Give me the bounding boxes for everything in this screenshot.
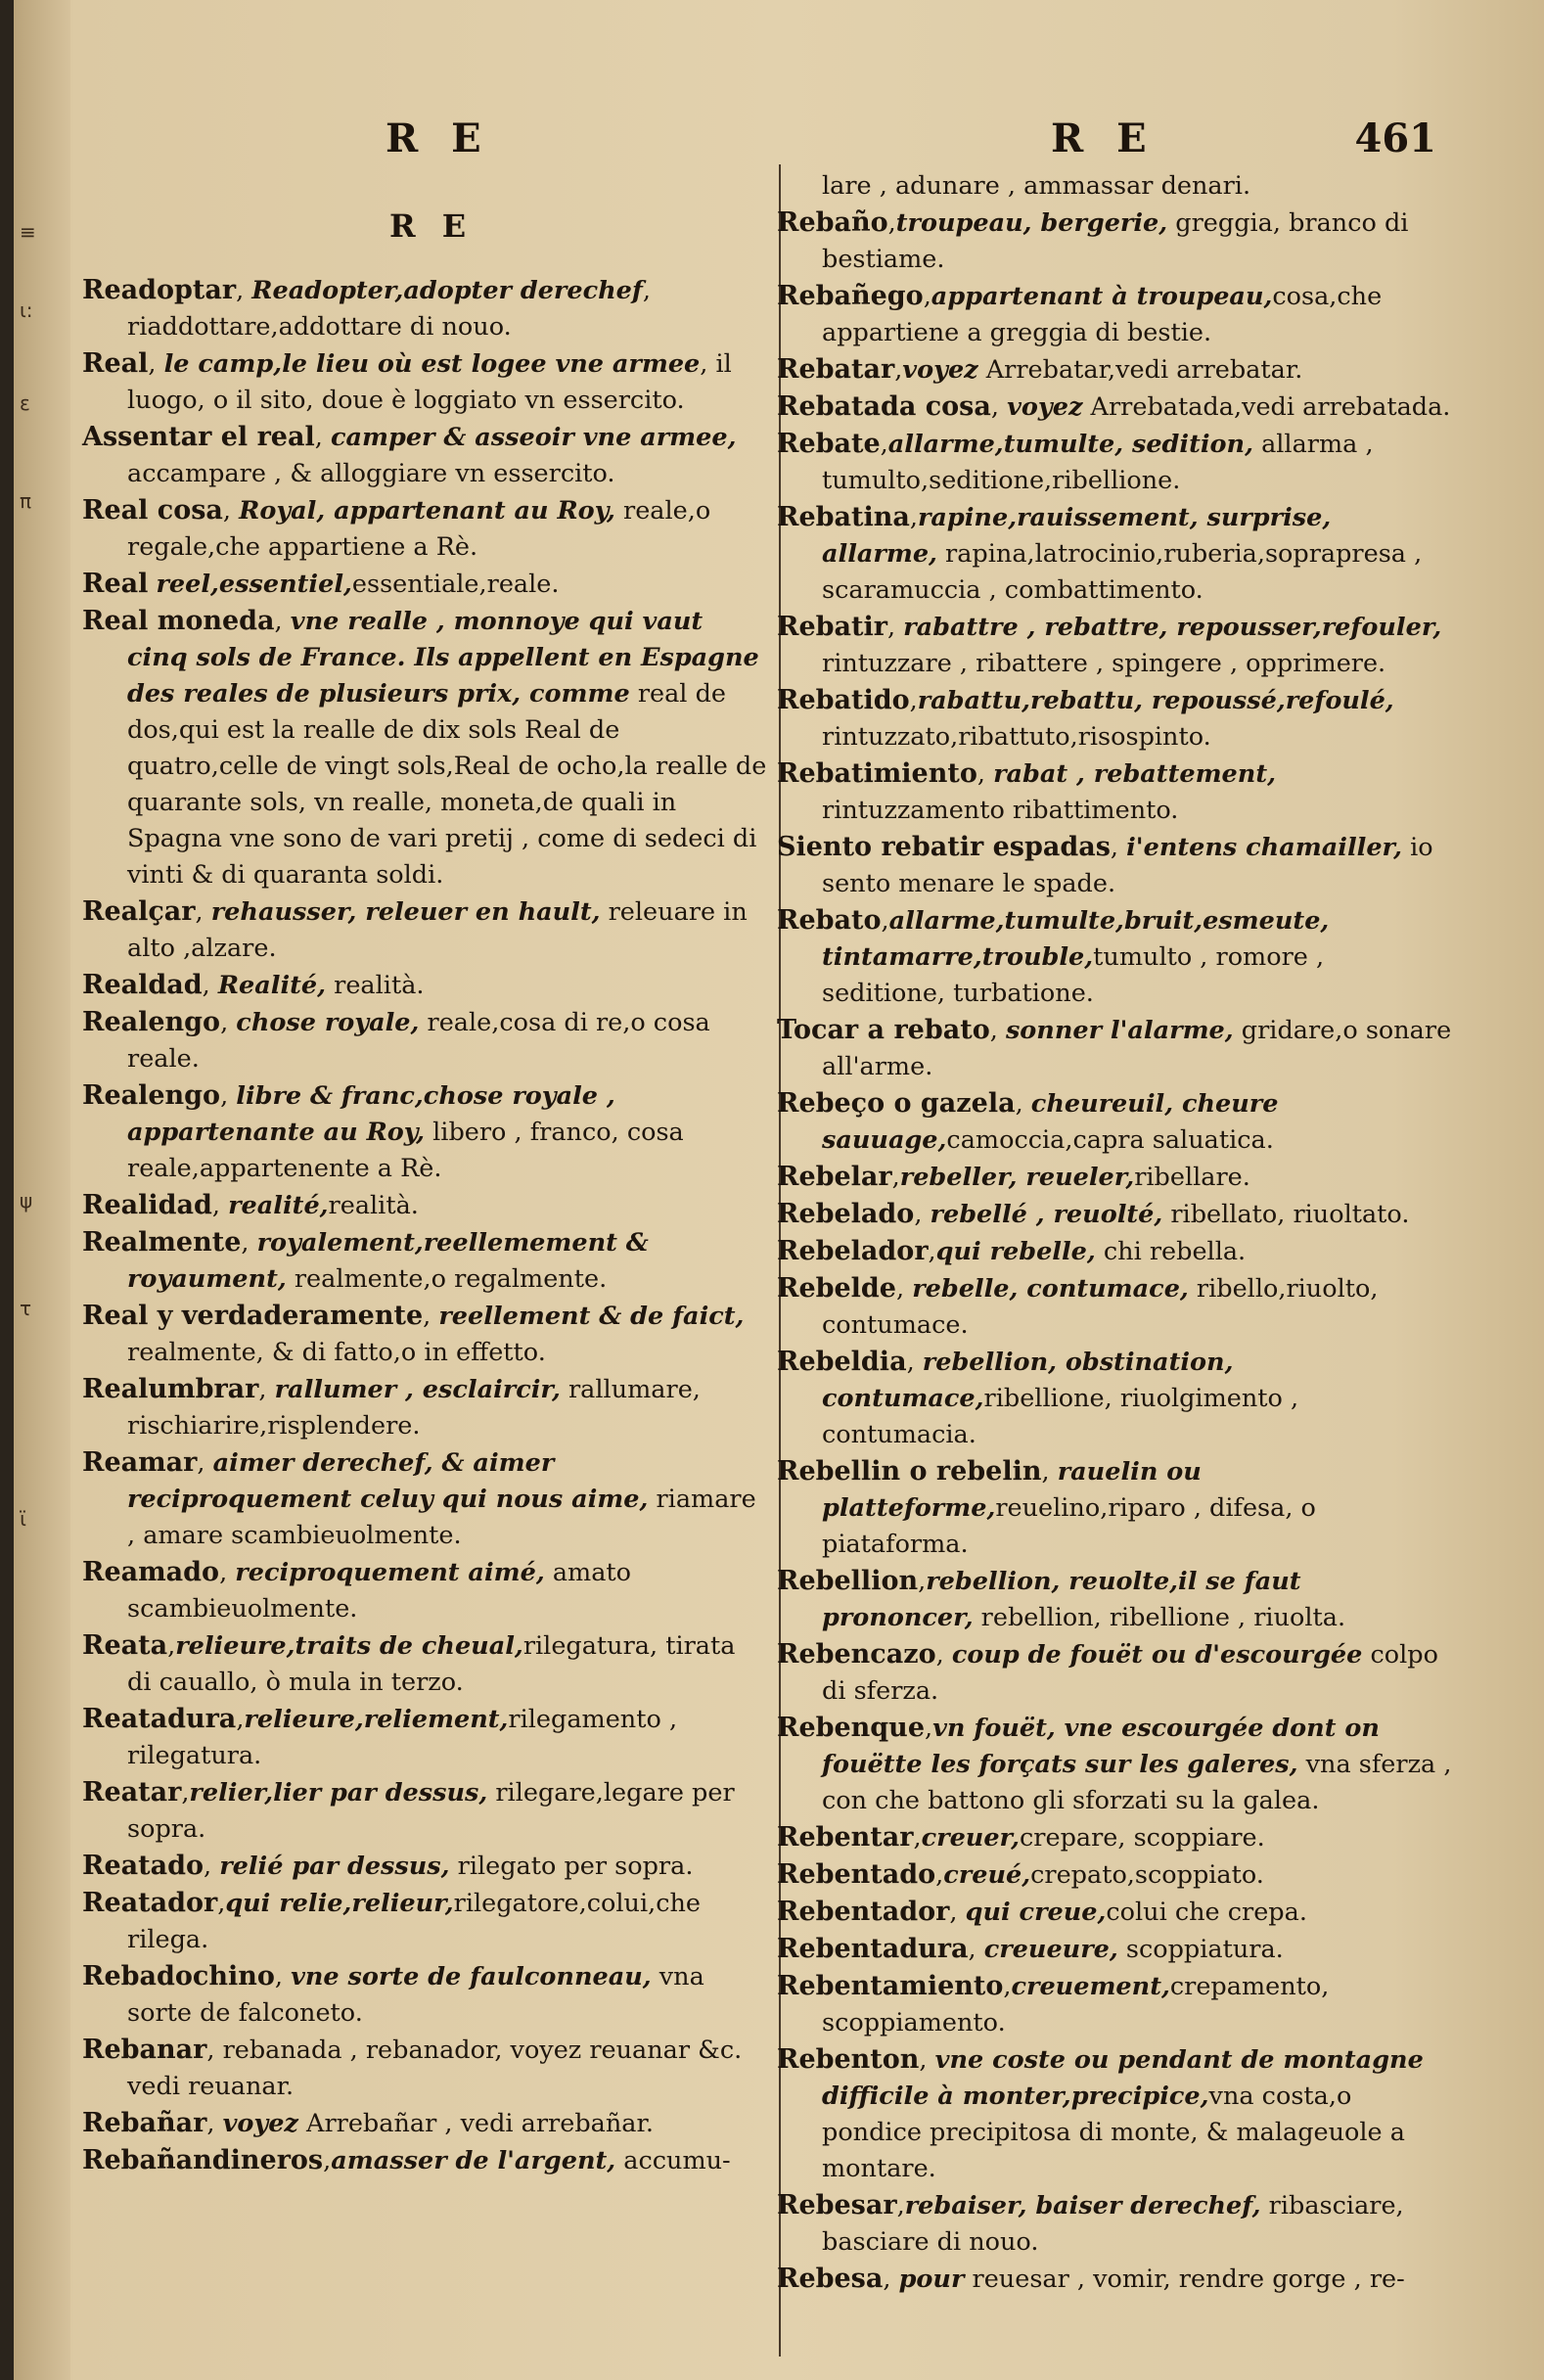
french-gloss: chose royale, [236, 1008, 420, 1037]
french-gloss: relieure,traits de cheual, [175, 1631, 523, 1661]
dictionary-entry [82, 566, 767, 603]
italian-gloss: ribellato, riuoltato. [1162, 1200, 1410, 1229]
margin-fragment: ϊ [20, 1507, 26, 1531]
headword: Reatado [82, 1851, 204, 1881]
separator: , [206, 2109, 223, 2138]
separator: , [935, 1860, 944, 1890]
dictionary-entry [82, 2032, 767, 2105]
separator: , [220, 1008, 237, 1037]
italian-gloss: rilegatura, tirata di cauallo, ò mula in terzo. [127, 1631, 736, 1697]
separator: , [323, 2146, 332, 2175]
headword: Rebentador [777, 1897, 950, 1927]
dictionary-entry [777, 1453, 1452, 1563]
dictionary-entry [82, 1848, 767, 1885]
separator: , [203, 1852, 220, 1881]
french-gloss: rebellé , reuolté, [930, 1200, 1163, 1229]
french-gloss: rabat , rebattement, [993, 759, 1276, 789]
dictionary-entry [777, 1196, 1452, 1233]
dictionary-entry [82, 1004, 767, 1077]
italian-gloss: ribellione, riuolgimento , contumacia. [822, 1384, 1299, 1449]
dictionary-entry [777, 1856, 1452, 1894]
french-gloss: relié par dessus, [219, 1852, 450, 1881]
italian-gloss: rallumare, rischiarire,risplendere. [127, 1375, 701, 1441]
headword: Rebenque [777, 1713, 925, 1743]
margin-fragment: ι: [20, 298, 33, 322]
dictionary-entry [777, 1270, 1452, 1344]
dictionary-entry [777, 1159, 1452, 1196]
separator: , [217, 1889, 226, 1918]
dictionary-entry [777, 755, 1452, 829]
dictionary-entry [82, 2142, 767, 2179]
margin-fragment: π [20, 489, 32, 513]
headword: Rebatido [777, 685, 910, 715]
headword: Rebanar [82, 2035, 207, 2065]
headword: Real moneda [82, 606, 275, 636]
italian-gloss: vna costa,o pondice precipitosa di monte, & malageuole a montare. [822, 2082, 1405, 2183]
italian-gloss: reale,o regale,che appartiene a Rè. [127, 496, 711, 562]
headword: Rebesar [777, 2190, 897, 2220]
dictionary-entry [777, 1563, 1452, 1636]
dictionary-entry [82, 1701, 767, 1774]
dictionary-page [14, 0, 1544, 2380]
separator: , [423, 1302, 439, 1331]
headword: Rebentamiento [777, 1971, 1004, 2001]
dictionary-entry [777, 609, 1452, 682]
headword: Rebate [777, 429, 881, 459]
headword: Reata [82, 1630, 168, 1661]
separator: , [883, 2265, 899, 2294]
french-gloss: vne realle , monnoye qui vaut cinq sols de France. Ils appellent en Espagne des reales de plusieurs prix, comme [127, 607, 759, 709]
separator: , [880, 430, 888, 459]
french-gloss: relieure,reliement, [244, 1705, 509, 1734]
dictionary-entry [82, 345, 767, 419]
separator: , [968, 1935, 984, 1964]
french-gloss: rebelle, contumace, [912, 1274, 1189, 1304]
separator: , [914, 1200, 931, 1229]
dictionary-entry [777, 2261, 1452, 2298]
dictionary-entry [82, 2105, 767, 2142]
headword: Rebellin o rebelin [777, 1456, 1042, 1487]
italian-gloss: realità. [328, 1191, 419, 1220]
headword: Realumbrar [82, 1374, 259, 1404]
headword: Reamado [82, 1557, 220, 1587]
separator: , [148, 349, 164, 379]
separator: , [197, 1448, 213, 1478]
french-gloss: cheureuil, cheure sauuage, [822, 1089, 1279, 1155]
italian-gloss: realità. [326, 971, 425, 1000]
french-gloss: rebellion, obstination, contumace, [822, 1348, 1234, 1413]
separator: , [925, 1714, 933, 1743]
italian-gloss: rintuzzamento ribattimento. [822, 796, 1179, 825]
dictionary-entry [82, 1077, 767, 1187]
italian-gloss: rintuzzare , ribattere , spingere , opprimere. [822, 649, 1386, 678]
headword: Tocar a rebato [777, 1015, 990, 1045]
headword: Rebeldia [777, 1347, 907, 1377]
dictionary-entry [82, 1885, 767, 1958]
dictionary-entry [777, 389, 1452, 426]
headword: Rebeço o gazela [777, 1088, 1016, 1119]
margin-fragment: ψ [20, 1189, 33, 1213]
dictionary-entry [777, 426, 1452, 499]
headword: Rebelde [777, 1273, 896, 1304]
french-gloss: rehausser, releuer en hault, [210, 897, 601, 927]
french-gloss: amasser de l'argent, [331, 2146, 616, 2175]
headword: Rebatar [777, 354, 895, 385]
headword: Realengo [82, 1080, 221, 1111]
dictionary-entry [777, 205, 1452, 278]
dictionary-entry [777, 1931, 1452, 1968]
dictionary-entry [777, 1085, 1452, 1159]
dictionary-entry [82, 1187, 767, 1224]
french-gloss: libre & franc,chose royale , appartenante au Roy, [127, 1081, 615, 1147]
headword: Rebellion [777, 1566, 919, 1596]
italian-gloss: rilegare,legare per sopra. [127, 1778, 735, 1844]
italian-gloss: chi rebella. [1095, 1237, 1247, 1266]
headword: Rebesa [777, 2264, 884, 2294]
italian-gloss: realmente, & di fatto,o in effetto. [127, 1338, 546, 1367]
headword: Reatar [82, 1777, 182, 1808]
french-gloss: rapine,rauissement, surprise, allarme, [822, 503, 1332, 569]
dictionary-entry [777, 278, 1452, 351]
french-gloss: creueure, [983, 1935, 1118, 1964]
separator: , [989, 1016, 1006, 1045]
headword: Rebatina [777, 502, 910, 532]
french-gloss: Royal, appartenant au Roy, [239, 496, 615, 526]
headword: Real cosa [82, 495, 223, 526]
separator: , [928, 1237, 936, 1266]
separator: , [949, 1898, 966, 1927]
dictionary-entry [82, 893, 767, 967]
dictionary-entry [777, 2041, 1452, 2187]
italian-gloss: ribasciare, basciare di nouo. [822, 2191, 1404, 2257]
french-gloss: royalement,reellemement & royaument, [127, 1228, 649, 1294]
french-gloss: creué, [943, 1860, 1031, 1890]
dictionary-entry [777, 1710, 1452, 1819]
headword: Realçar [82, 896, 196, 927]
separator: , [219, 1558, 236, 1587]
separator: , [990, 392, 1008, 422]
italian-gloss: Arrebañar , vedi arrebañar. [297, 2109, 654, 2138]
french-gloss: allarme,tumulte, sedition, [887, 430, 1253, 459]
separator: , [236, 1705, 245, 1734]
separator: , [241, 1228, 257, 1258]
french-gloss: voyez [222, 2109, 298, 2138]
separator: , [1041, 1457, 1058, 1487]
headword: Readoptar [82, 275, 237, 305]
french-gloss: rauelin ou platteforme, [822, 1457, 1202, 1523]
italian-gloss: realmente,o regalmente. [286, 1264, 608, 1294]
italian-gloss: crepare, scoppiare. [1020, 1823, 1265, 1853]
dictionary-entry [82, 419, 767, 492]
french-gloss: voyez [902, 355, 978, 385]
headword: Realengo [82, 1007, 221, 1037]
french-gloss: rebaiser, baiser derechef, [904, 2191, 1261, 2220]
french-gloss: Readopter,adopter derechef [251, 276, 643, 305]
italian-gloss: ribellare. [1134, 1163, 1250, 1192]
italian-gloss: scoppiatura. [1117, 1935, 1284, 1964]
italian-gloss: real de dos,qui est la realle de dix sols Real de quatro,celle de vingt sols,Real de ocho,la realle de quarante sols, vn realle, moneta,de quali in Spagna vne sono de vari pretij , come di sedeci di vinti & di quaranta soldi. [127, 679, 767, 890]
italian-gloss: colpo di sferza. [822, 1640, 1438, 1706]
headword: Reamar [82, 1447, 198, 1478]
french-gloss: le camp,le lieu où est logee vne armee [163, 349, 701, 379]
italian-gloss: , il luogo, o il sito, doue è loggiato vn essercito. [127, 349, 732, 415]
italian-gloss: rilegatore,colui,che rilega. [127, 1889, 702, 1954]
separator: , [274, 1962, 292, 1991]
french-gloss: qui rebelle, [935, 1237, 1096, 1266]
dictionary-entry [777, 682, 1452, 755]
italian-gloss: crepamento, scoppiamento. [822, 1972, 1330, 2037]
headword: Rebatimiento [777, 758, 977, 789]
dictionary-entry [82, 1371, 767, 1444]
italian-gloss: rilegato per sopra. [449, 1852, 694, 1881]
headword: Real y verdaderamente [82, 1301, 424, 1331]
separator: , [181, 1778, 190, 1808]
italian-gloss: rilegamento , rilegatura. [127, 1705, 678, 1770]
left-column [82, 272, 767, 2179]
dictionary-entry [777, 351, 1452, 389]
dictionary-entry [777, 1894, 1452, 1931]
headword: Reatadura [82, 1704, 237, 1734]
separator: , [274, 607, 291, 636]
separator: , [220, 1081, 237, 1111]
french-gloss: rabattu,rebattu, repoussé,refoulé, [917, 686, 1394, 715]
separator: , [202, 971, 218, 1000]
separator: , [896, 1274, 913, 1304]
italian-gloss: camoccia,capra saluatica. [946, 1125, 1274, 1155]
dictionary-entry [82, 1958, 767, 2032]
french-gloss: qui creue, [965, 1898, 1107, 1927]
headword: Rebentar [777, 1822, 914, 1853]
separator: , [906, 1348, 923, 1377]
french-gloss: reciproquement aimé, [235, 1558, 545, 1587]
dictionary-entry [777, 829, 1452, 902]
french-gloss: troupeau, bergerie, [895, 208, 1168, 238]
headword: Reatador [82, 1888, 218, 1918]
french-gloss: qui relie,relieur, [225, 1889, 454, 1918]
italian-gloss: amato scambieuolmente. [127, 1558, 632, 1624]
italian-gloss: reuesar , vomir, rendre gorge , re- [964, 2265, 1405, 2294]
separator: , [881, 906, 889, 936]
headword: Rebañar [82, 2108, 207, 2138]
italian-gloss: Arrebatada,vedi arrebatada. [1082, 392, 1451, 422]
italian-gloss: ribello,riuolto, contumace. [822, 1274, 1379, 1340]
separator: , [1015, 1089, 1031, 1119]
running-head-left: R E [386, 115, 491, 161]
italian-gloss: riamare , amare scambieuolmente. [127, 1485, 756, 1550]
dictionary-entry [82, 1224, 767, 1298]
dictionary-entry [82, 1627, 767, 1701]
italian-gloss: accumu- [615, 2146, 731, 2175]
dictionary-entry [82, 603, 767, 893]
separator: , [913, 1823, 922, 1853]
separator: , [887, 208, 896, 238]
headword: Realdad [82, 970, 203, 1000]
separator: , [314, 423, 331, 452]
separator: , [206, 2036, 223, 2065]
headword: Rebadochino [82, 1961, 275, 1991]
separator: , [258, 1375, 275, 1404]
dictionary-entry [777, 168, 1452, 205]
french-gloss: rebeller, reueler, [899, 1163, 1135, 1192]
french-gloss: reellement & de faict, [438, 1302, 745, 1331]
french-gloss: creuer, [921, 1823, 1021, 1853]
italian-gloss: essentiale,reale. [351, 570, 560, 599]
french-gloss: vn fouët, vne escourgée dont on fouëtte les forçats sur les galeres, [822, 1714, 1380, 1779]
headword: Rebelado [777, 1199, 915, 1229]
separator: , [894, 355, 903, 385]
italian-gloss: rebellion, ribellione , riuolta. [973, 1603, 1346, 1632]
dictionary-entry [82, 1298, 767, 1371]
italian-gloss: io sento menare le spade. [822, 833, 1433, 898]
italian-gloss: vna sferza , con che battono gli sforzati su la galea. [822, 1750, 1452, 1815]
italian-gloss: colui che crepa. [1106, 1898, 1307, 1927]
margin-fragment: τ [20, 1297, 32, 1320]
italian-gloss: tumulto , romore , seditione, turbatione. [822, 942, 1325, 1008]
headword: Rebato [777, 905, 882, 936]
dictionary-entry [777, 2187, 1452, 2261]
dictionary-entry [777, 1344, 1452, 1453]
french-gloss: coup de fouët ou d'escourgée [951, 1640, 1363, 1670]
running-head-right: R E [1051, 115, 1157, 161]
dictionary-entry [777, 1012, 1452, 1085]
headword: Rebentado [777, 1859, 936, 1890]
french-gloss: rabattre , rebattre, repousser,refouler, [903, 613, 1442, 642]
headword: Real [82, 348, 149, 379]
french-gloss: vne sorte de faulconneau, [291, 1962, 652, 1991]
dictionary-entry [777, 1819, 1452, 1856]
italian-gloss: reuelino,riparo , difesa, o piataforma. [822, 1493, 1316, 1559]
italian-gloss: , riaddottare,addottare di nouo. [127, 276, 651, 342]
french-gloss: Realité, [217, 971, 327, 1000]
dictionary-entry [82, 492, 767, 566]
french-gloss: vne coste ou pendant de montagne difficile à monter,precipice, [822, 2045, 1424, 2111]
separator: , [1110, 833, 1127, 862]
italian-gloss: allarma , tumulto,seditione,ribellione. [822, 430, 1374, 495]
french-gloss: reel,essentiel, [156, 570, 352, 599]
french-gloss: appartenant à troupeau, [931, 282, 1273, 311]
headword: Real [82, 569, 149, 599]
separator: , [976, 759, 994, 789]
headword: Rebatir [777, 612, 887, 642]
dictionary-entry [777, 1968, 1452, 2041]
italian-gloss: greggia, branco di bestiame. [822, 208, 1409, 274]
separator: , [167, 1631, 176, 1661]
french-gloss: aimer derechef, & aimer reciproquement celuy qui nous aime, [127, 1448, 649, 1514]
headword: Rebencazo [777, 1639, 936, 1670]
french-gloss: allarme,tumulte,bruit,esmeute, tintamarre,trouble, [822, 906, 1330, 972]
italian-gloss: gridare,o sonare all'arme. [822, 1016, 1452, 1081]
separator: , [909, 503, 918, 532]
headword: Rebenton [777, 2044, 920, 2075]
headword: Rebañego [777, 281, 924, 311]
headword: Rebelador [777, 1236, 929, 1266]
dictionary-entry [777, 1636, 1452, 1710]
headword: Realmente [82, 1227, 242, 1258]
headword: Rebelar [777, 1162, 892, 1192]
headword: Assentar el real [82, 422, 315, 452]
separator: , [896, 2191, 905, 2220]
dictionary-entry [777, 902, 1452, 1012]
headword: Rebaño [777, 207, 888, 238]
italian-gloss: crepato,scoppiato. [1030, 1860, 1264, 1890]
separator: , [891, 1163, 900, 1192]
dictionary-entry [82, 967, 767, 1004]
margin-fragment: ε [20, 391, 30, 415]
french-gloss: camper & asseoir vne armee, [330, 423, 737, 452]
separator: , [909, 686, 918, 715]
french-gloss: sonner l'alarme, [1005, 1016, 1234, 1045]
dictionary-entry [777, 499, 1452, 609]
separator: , [1003, 1972, 1012, 2001]
italian-gloss: reale,cosa di re,o cosa reale. [127, 1008, 710, 1074]
french-gloss: pour [898, 2265, 965, 2294]
french-gloss: rebellion, reuolte,il se faut prononcer, [822, 1567, 1301, 1632]
dictionary-entry [82, 1554, 767, 1627]
right-column [777, 168, 1452, 2298]
french-gloss: i'entens chamailler, [1126, 833, 1402, 862]
french-gloss: creuement, [1011, 1972, 1170, 2001]
french-gloss: relier,lier par dessus, [189, 1778, 488, 1808]
italian-gloss: libero , franco, cosa reale,appartenente a Rè. [127, 1118, 684, 1183]
headword: Realidad [82, 1190, 212, 1220]
italian-gloss: rebanada , rebanador, voyez reuanar &c. vedi reuanar. [127, 2036, 743, 2101]
headword: Rebañandineros [82, 2145, 324, 2175]
italian-gloss: lare , adunare , ammassar denari. [822, 171, 1251, 201]
italian-gloss: cosa,che appartiene a greggia di bestie. [822, 282, 1383, 347]
italian-gloss: Arrebatar,vedi arrebatar. [977, 355, 1303, 385]
separator: , [236, 276, 252, 305]
headword: Rebatada cosa [777, 391, 991, 422]
french-gloss: voyez [1007, 392, 1083, 422]
french-gloss: rallumer , esclaircir, [274, 1375, 561, 1404]
dictionary-entry [82, 1774, 767, 1848]
dictionary-entry [82, 272, 767, 345]
separator: , [211, 1191, 229, 1220]
section-title: R E [389, 207, 475, 245]
dictionary-entry [777, 1233, 1452, 1270]
italian-gloss: rapina,latrocinio,ruberia,soprapresa , scaramuccia , combattimento. [822, 539, 1423, 605]
margin-fragment: ≡ [20, 220, 36, 244]
page-number: 461 [1354, 115, 1436, 161]
separator: , [935, 1640, 952, 1670]
separator: , [923, 282, 931, 311]
headword: Siento rebatir espadas [777, 832, 1111, 862]
separator: , [195, 897, 211, 927]
separator: , [222, 496, 240, 526]
dictionary-entry [82, 1444, 767, 1554]
separator: , [919, 2045, 935, 2075]
french-gloss: realité, [228, 1191, 329, 1220]
separator: , [886, 613, 904, 642]
headword: Rebentadura [777, 1934, 969, 1964]
italian-gloss: accampare , & alloggiare vn essercito. [127, 459, 615, 488]
italian-gloss: rintuzzato,ribattuto,risospinto. [822, 722, 1211, 752]
italian-gloss: vna sorte de falconeto. [127, 1962, 704, 2028]
separator: , [918, 1567, 927, 1596]
italian-gloss: releuare in alto ,alzare. [127, 897, 748, 963]
